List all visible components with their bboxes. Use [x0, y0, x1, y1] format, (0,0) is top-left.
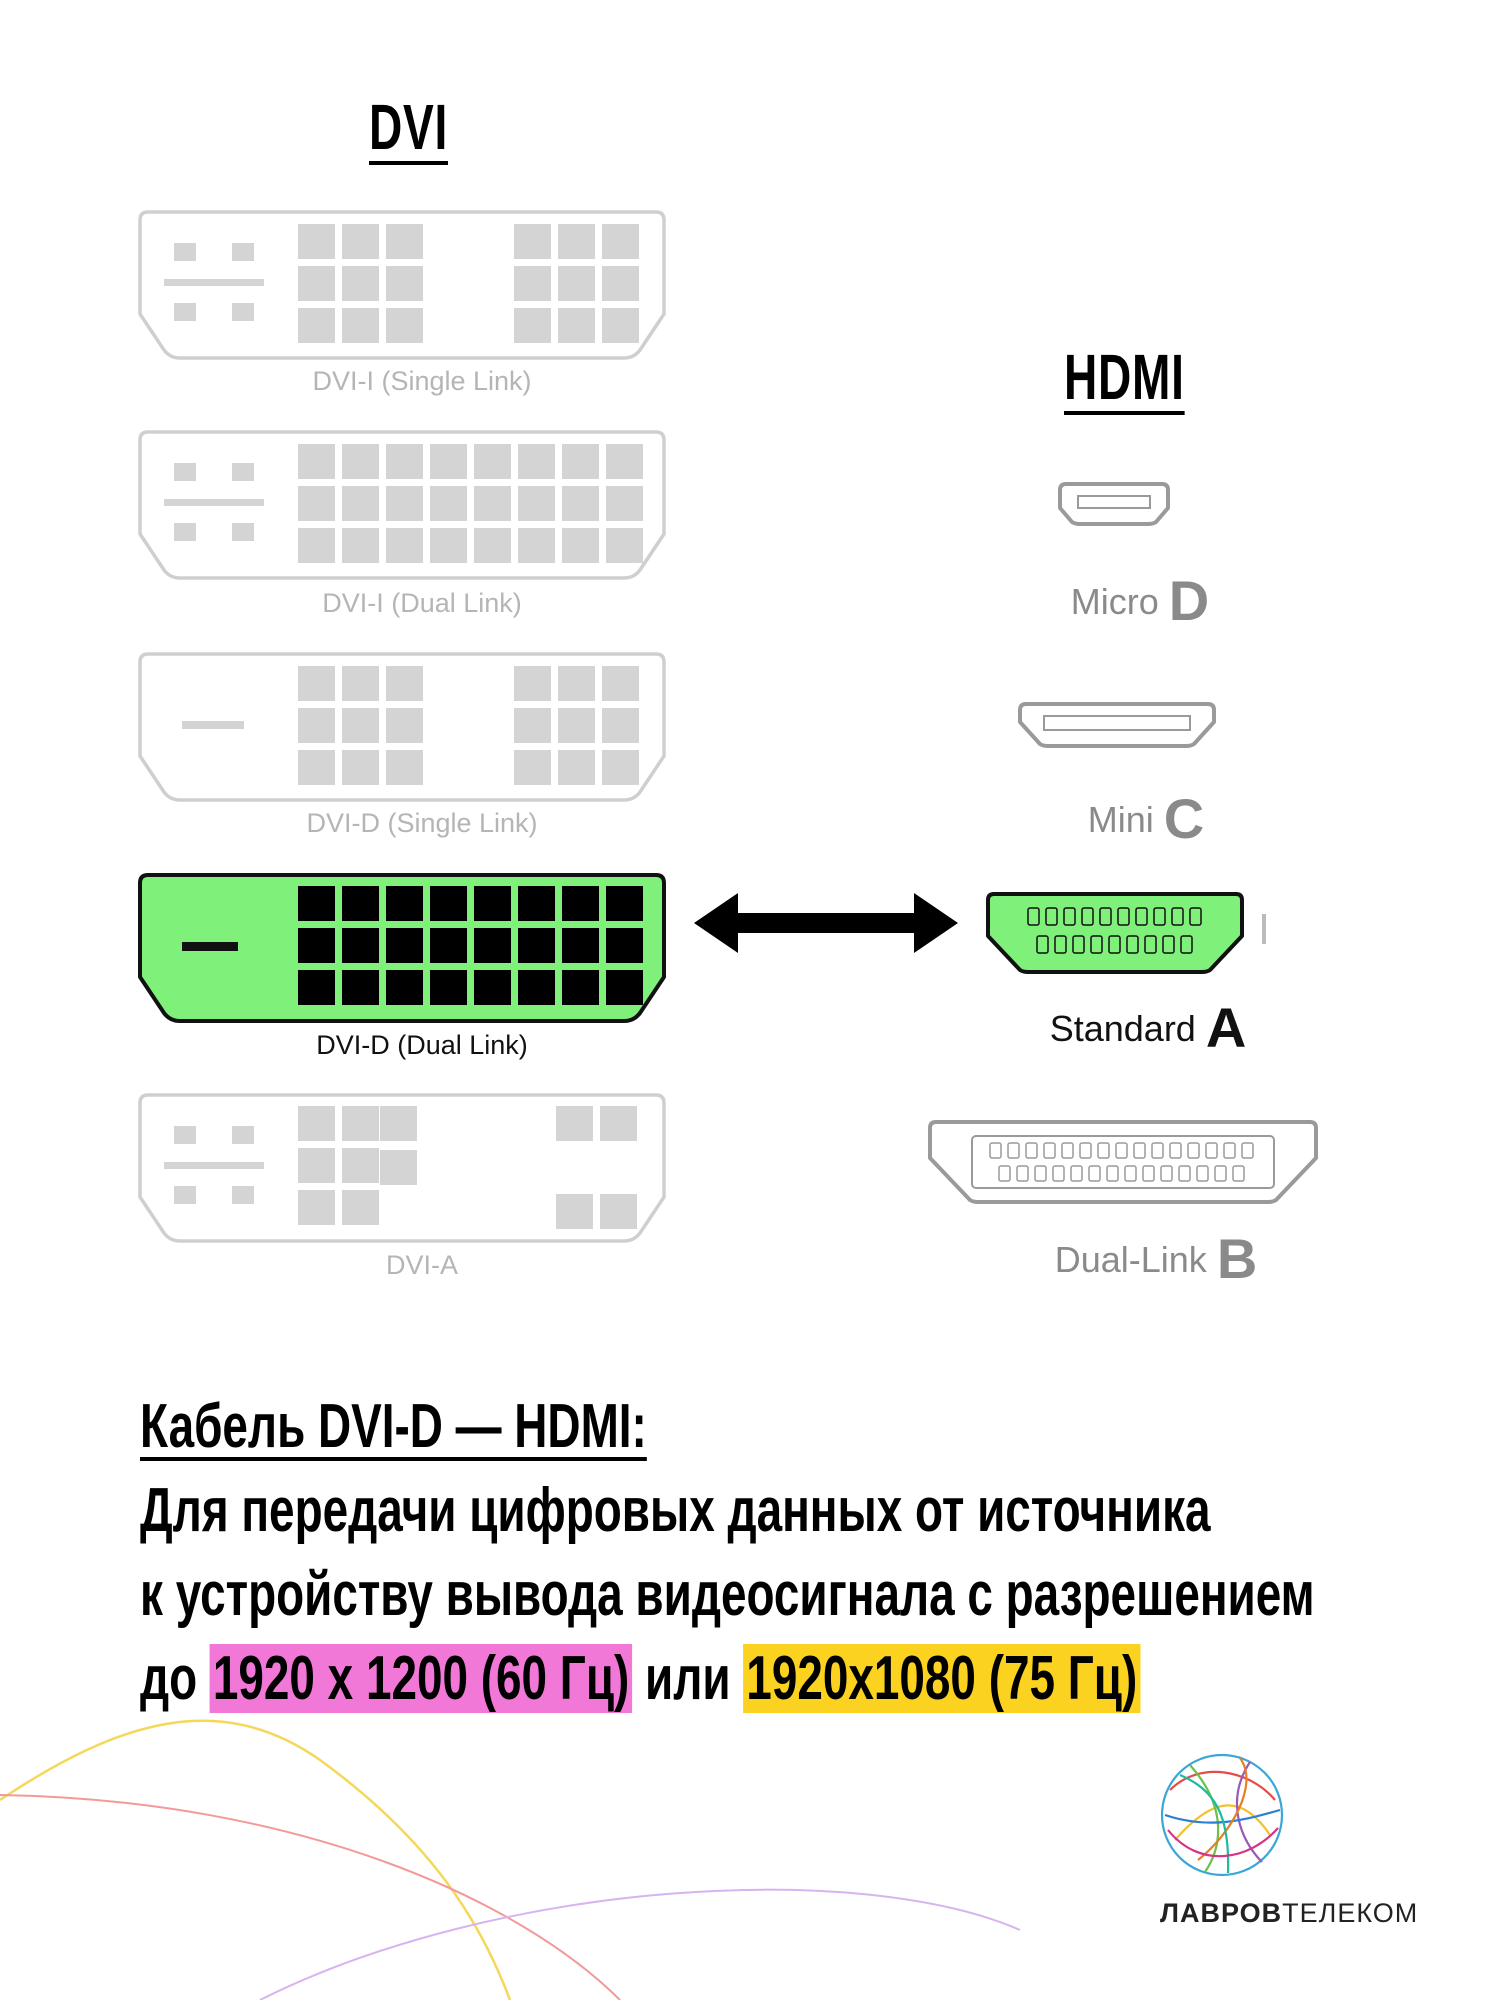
- resolution-highlight-1: 1920 х 1200 (60 Гц): [210, 1644, 632, 1713]
- hdmi-label-micro-letter: D: [1168, 569, 1210, 632]
- caption-line-3-prefix: до: [140, 1644, 198, 1713]
- resolution-highlight-2: 1920х1080 (75 Гц): [743, 1644, 1140, 1713]
- dvi-label-dual-link-i: DVI-I (Dual Link): [322, 588, 522, 618]
- brand-name: [1160, 1898, 1418, 1929]
- dvi-label-single-link-i: DVI-I (Single Link): [312, 366, 532, 396]
- brand-name-bold: ЛАВРОВ: [1160, 1898, 1283, 1928]
- dvi-label-single-link-d: DVI-D (Single Link): [306, 808, 538, 838]
- brand-name-light: ТЕЛЕКОМ: [1282, 1898, 1419, 1928]
- dvi-label-dvi-a: DVI-A: [385, 1250, 459, 1280]
- hdmi-label-dual-link-letter: B: [1216, 1227, 1258, 1290]
- hdmi-label-micro-name: Micro: [1070, 581, 1159, 622]
- caption-line-1: Для передачи цифровых данных от источника: [140, 1476, 1211, 1545]
- hdmi-heading: HDMI: [1064, 341, 1185, 413]
- hdmi-label-mini-name: Mini: [1087, 799, 1154, 840]
- caption-line-2: к устройству вывода видеосигнала с разрешением: [140, 1560, 1315, 1629]
- caption-line-3-middle: или: [645, 1644, 731, 1713]
- dvi-heading: DVI: [369, 91, 448, 163]
- caption-title: Кабель DVI-D — HDMI:: [140, 1392, 647, 1461]
- dvi-label-dual-link-d: DVI-D (Dual Link): [316, 1030, 528, 1060]
- hdmi-label-dual-link-name: Dual-Link: [1054, 1239, 1207, 1280]
- hdmi-label-standard-name: Standard: [1049, 1008, 1196, 1049]
- hdmi-label-standard-letter: A: [1205, 996, 1247, 1059]
- hdmi-label-mini-letter: C: [1163, 787, 1205, 850]
